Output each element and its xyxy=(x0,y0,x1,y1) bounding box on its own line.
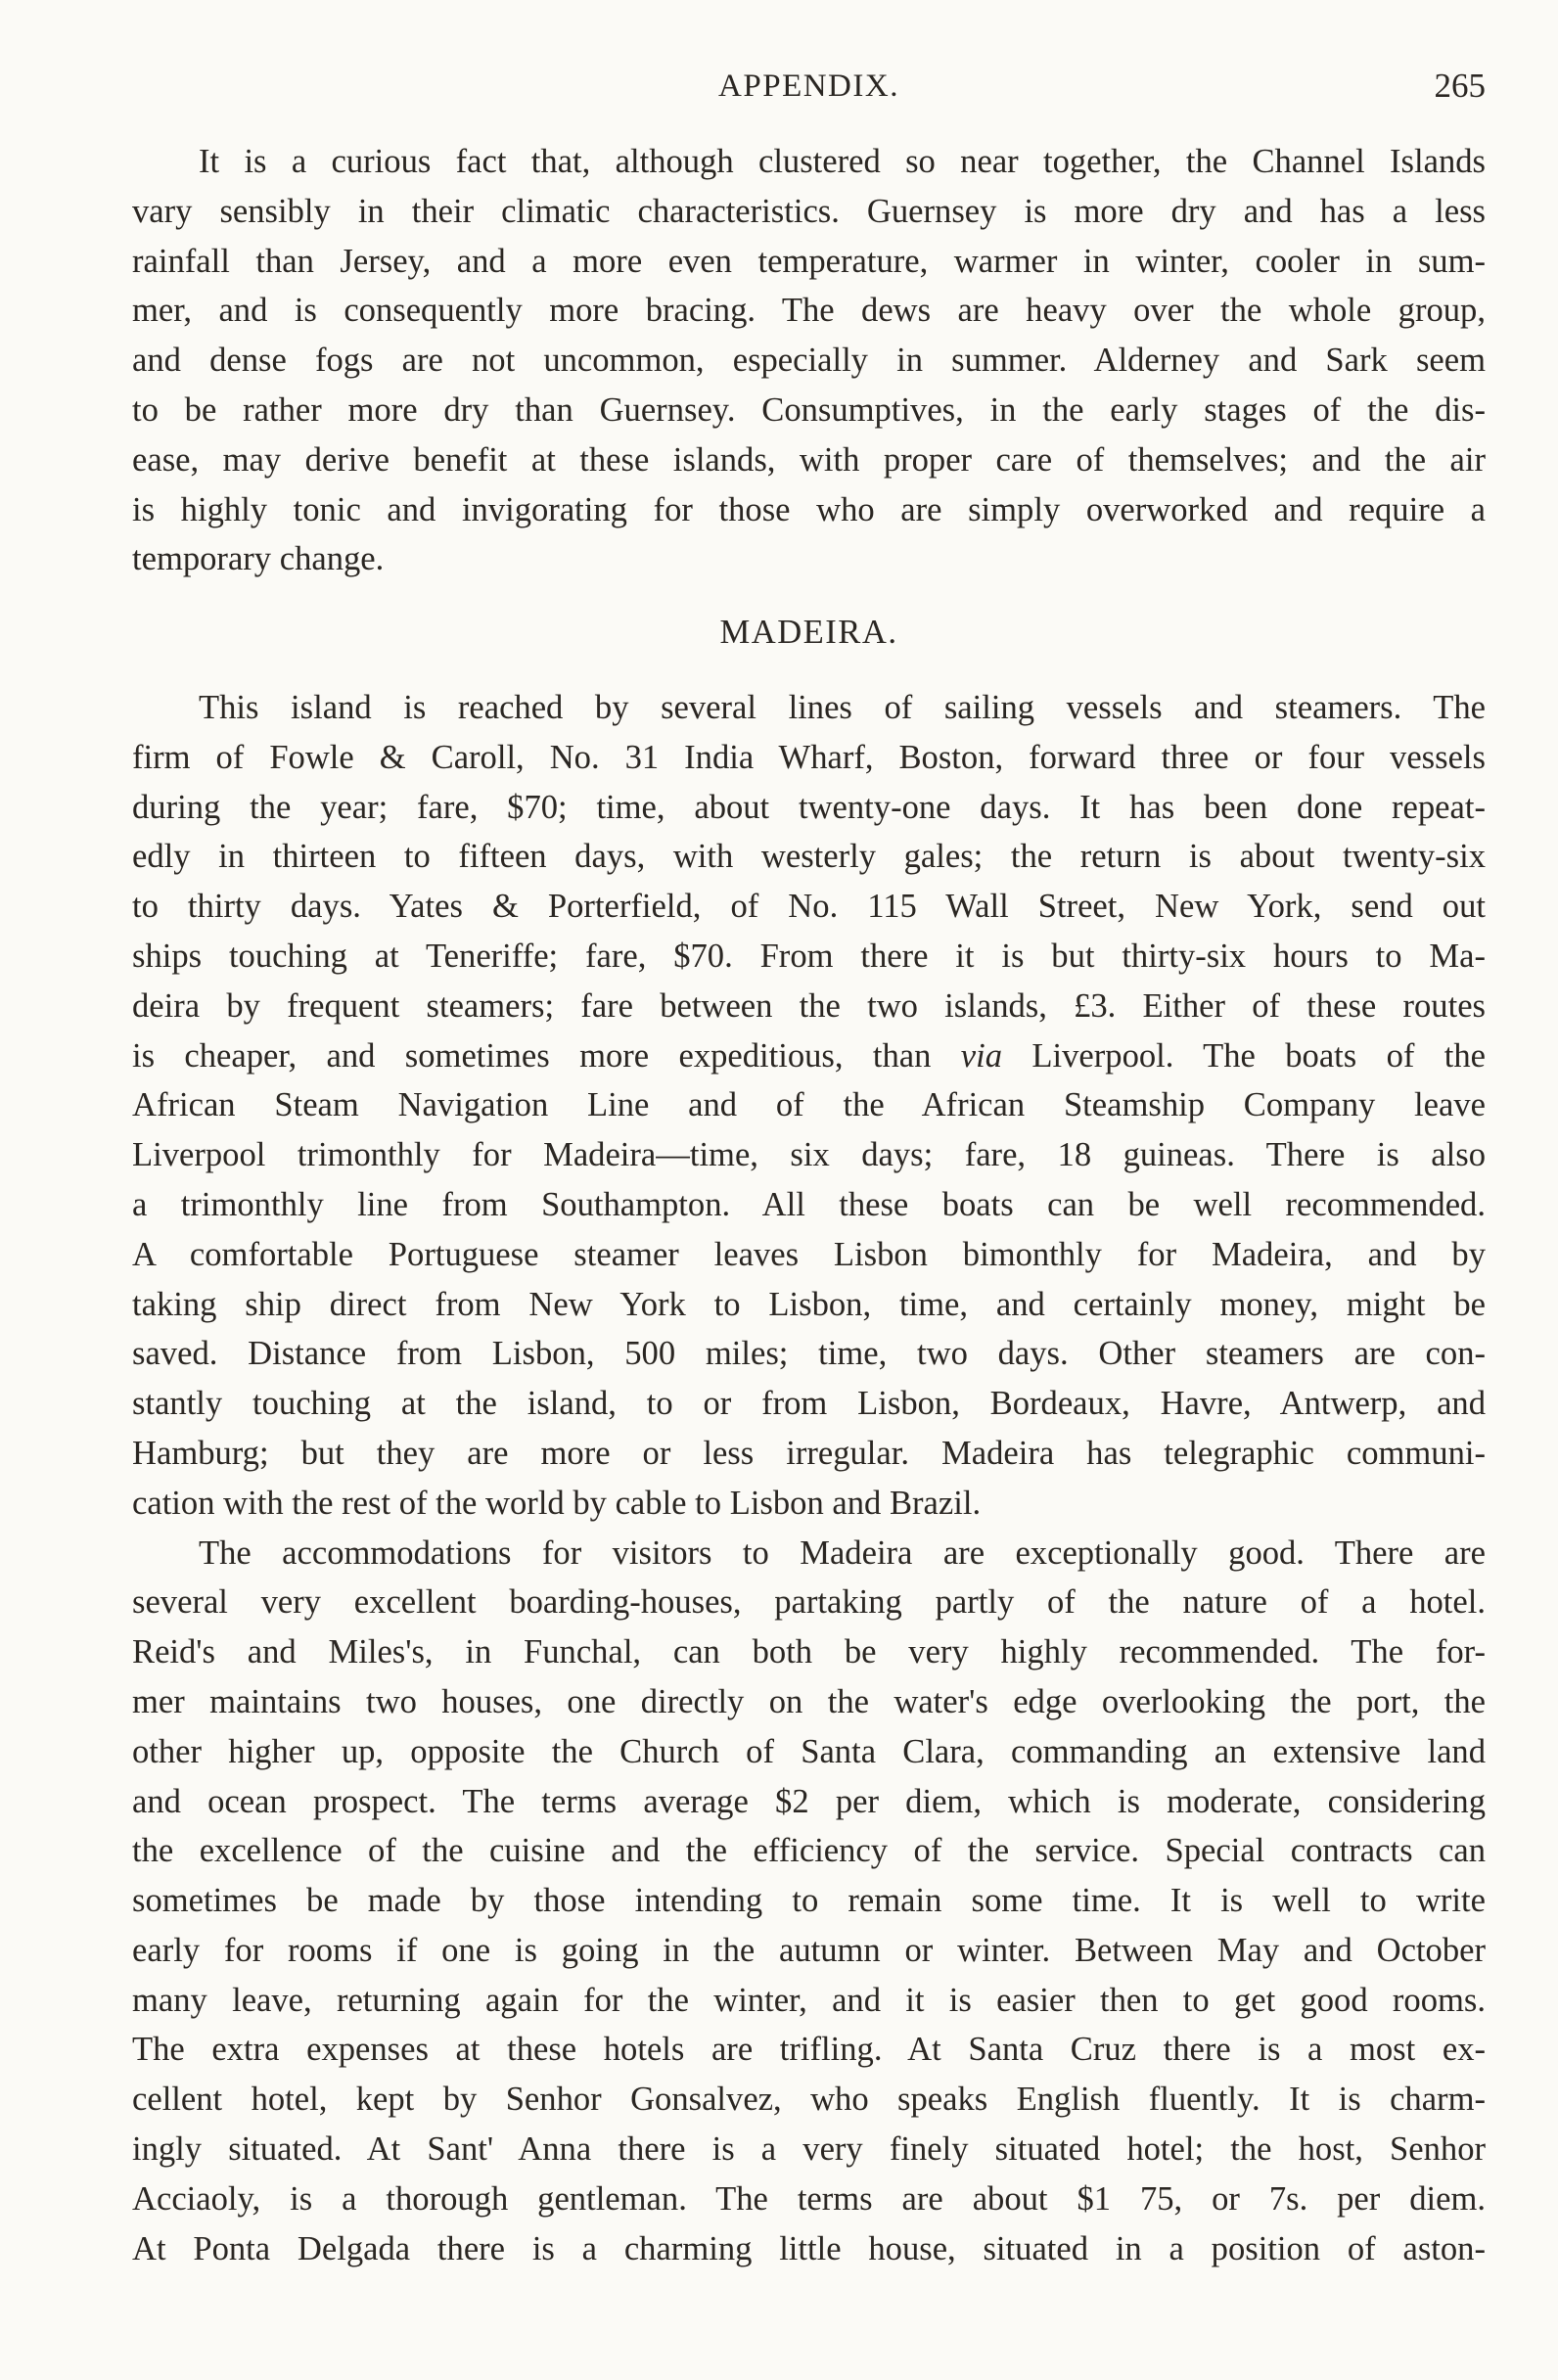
text-line: other higher up, opposite the Church of Santa Clara, commanding an extensive land xyxy=(132,1732,1486,1770)
text-line: The accommodations for visitors to Madeira are exceptionally good. There are xyxy=(199,1533,1486,1572)
text-line: Acciaoly, is a thorough gentleman. The terms are about $1 75, or 7s. per diem. xyxy=(132,2179,1486,2218)
running-head: APPENDIX. xyxy=(718,69,899,104)
text-line: many leave, returning again for the winter, and it is easier then to get good rooms. xyxy=(132,1981,1486,2019)
text-line: African Steam Navigation Line and of the African Steamship Company leave xyxy=(132,1086,1486,1124)
text-line: and dense fogs are not uncommon, especially in summer. Alderney and Sark seem xyxy=(132,342,1486,380)
page-number: 265 xyxy=(1434,67,1486,105)
text-line: ease, may derive benefit at these islands, with proper care of themselves; and the air xyxy=(132,440,1486,479)
text-line: is highly tonic and invigorating for those who are simply overworked and require a xyxy=(132,490,1486,528)
text-line: ships touching at Teneriffe; fare, $70. From there it is but thirty-six hours to Ma- xyxy=(132,937,1486,975)
text-line: cation with the rest of the world by cable to Lisbon and Brazil. xyxy=(132,1484,982,1522)
text-line-via xyxy=(132,1031,1486,1081)
paragraph-madeira-routes xyxy=(132,683,1486,1529)
text-line: several very excellent boarding-houses, partaking partly of the nature of a hotel. xyxy=(132,1583,1486,1622)
text-line: rainfall than Jersey, and a more even temperature, warmer in winter, cooler in sum- xyxy=(132,242,1486,280)
text-line: stantly touching at the island, to or from Lisbon, Bordeaux, Havre, Antwerp, and xyxy=(132,1385,1486,1423)
text-line: mer, and is consequently more bracing. The dews are heavy over the whole group, xyxy=(132,292,1486,330)
text-line: vary sensibly in their climatic characteristics. Guernsey is more dry and has a less xyxy=(132,192,1486,230)
text-line: mer maintains two houses, one directly on the water's edge overlooking the port, the xyxy=(132,1682,1486,1720)
text-line: Liverpool trimonthly for Madeira—time, six days; fare, 18 guineas. There is also xyxy=(132,1136,1486,1174)
text-line: deira by frequent steamers; fare between the two islands, £3. Either of these routes xyxy=(132,986,1486,1025)
text-line: At Ponta Delgada there is a charming little house, situated in a position of aston- xyxy=(132,2229,1486,2267)
text-line: edly in thirteen to fifteen days, with westerly gales; the return is about twenty-six xyxy=(132,838,1486,876)
text-line: saved. Distance from Lisbon, 500 miles; time, two days. Other steamers are con- xyxy=(132,1335,1486,1373)
text-segment: Liverpool. The boats of the xyxy=(1002,1036,1486,1075)
text-line: cellent hotel, kept by Senhor Gonsalvez, who speaks English fluently. It is charm- xyxy=(132,2081,1486,2119)
text-line: sometimes be made by those intending to remain some time. It is well to write xyxy=(132,1882,1486,1920)
text-line: Reid's and Miles's, in Funchal, can both be very highly recommended. The for- xyxy=(132,1633,1486,1671)
text-line: temporary change. xyxy=(132,540,385,578)
text-line: A comfortable Portuguese steamer leaves Lisbon bimonthly for Madeira, and by xyxy=(132,1235,1486,1273)
italic-via: via xyxy=(960,1036,1003,1075)
text-segment: is cheaper, and sometimes more expeditious, than xyxy=(132,1036,961,1075)
text-line: early for rooms if one is going in the autumn or winter. Between May and October xyxy=(132,1931,1486,1969)
page-header xyxy=(132,69,1486,117)
text-line: the excellence of the cuisine and the efficiency of the service. Special contracts can xyxy=(132,1832,1486,1870)
text-line: and ocean prospect. The terms average $2 per diem, which is moderate, considering xyxy=(132,1782,1486,1820)
text-line: to thirty days. Yates & Porterfield, of No. 115 Wall Street, New York, send out xyxy=(132,888,1486,926)
text-line: The extra expenses at these hotels are trifling. At Santa Cruz there is a most ex- xyxy=(132,2031,1486,2069)
text-line: ingly situated. At Sant' Anna there is a very finely situated hotel; the host, Senhor xyxy=(132,2130,1486,2169)
paragraph-channel-islands xyxy=(132,137,1486,584)
text-line: This island is reached by several lines of sailing vessels and steamers. The xyxy=(199,688,1486,726)
text-line: during the year; fare, $70; time, about twenty-one days. It has been done repeat- xyxy=(132,788,1486,826)
text-line: Hamburg; but they are more or less irregular. Madeira has telegraphic communi- xyxy=(132,1434,1486,1472)
section-heading-madeira: MADEIRA. xyxy=(719,614,898,652)
paragraph-accommodations xyxy=(132,1529,1486,2274)
text-line: a trimonthly line from Southampton. All these boats can be well recommended. xyxy=(132,1185,1486,1223)
text-line: to be rather more dry than Guernsey. Consumptives, in the early stages of the dis- xyxy=(132,390,1486,429)
body-text xyxy=(132,137,1486,2273)
text-line: It is a curious fact that, although clustered so near together, the Channel Islands xyxy=(199,143,1486,180)
text-line: taking ship direct from New York to Lisbon, time, and certainly money, might be xyxy=(132,1285,1486,1323)
text-line: firm of Fowle & Caroll, No. 31 India Wharf, Boston, forward three or four vessels xyxy=(132,738,1486,776)
